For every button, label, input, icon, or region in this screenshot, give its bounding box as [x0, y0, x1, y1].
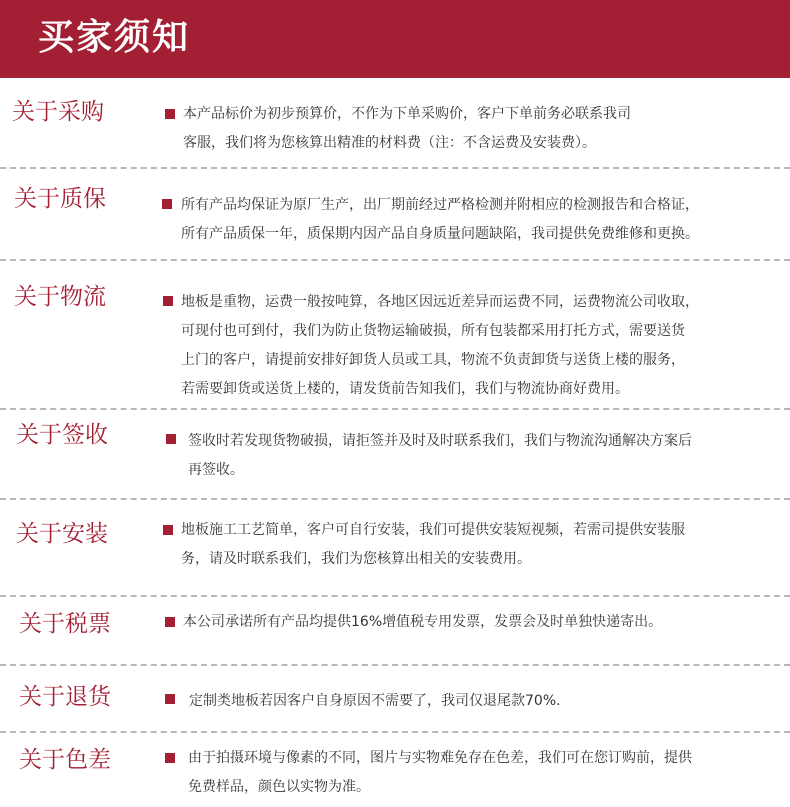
bullet-icon	[165, 694, 175, 704]
section-title: 关于质保	[14, 186, 106, 212]
header-banner	[0, 0, 790, 78]
body-line: 可现付也可到付，我们为防止货物运输破损，所有包装都采用打托方式，需要送货	[181, 323, 685, 339]
body-line: 地板施工工艺简单，客户可自行安装，我们可提供安装短视频，若需司提供安装服	[181, 522, 685, 538]
body-line: 定制类地板若因客户自身原因不需要了，我司仅退尾款70%.	[189, 693, 561, 709]
bullet-icon	[165, 753, 175, 763]
section-title: 关于税票	[19, 611, 111, 637]
body-line: 所有产品均保证为原厂生产，出厂期前经过严格检测并附相应的检测报告和合格证，	[181, 197, 699, 213]
section-title: 关于安装	[16, 521, 108, 547]
divider	[0, 595, 790, 597]
bullet-icon	[166, 434, 176, 444]
body-line: 所有产品质保一年，质保期内因产品自身质量问题缺陷，我司提供免费维修和更换。	[181, 226, 699, 242]
divider	[0, 408, 790, 410]
body-line: 务，请及时联系我们，我们为您核算出相关的安装费用。	[181, 551, 531, 567]
bullet-icon	[165, 109, 175, 119]
body-line: 由于拍摄环境与像素的不同，图片与实物难免存在色差，我们可在您订购前，提供	[188, 750, 692, 766]
divider	[0, 259, 790, 261]
section-body	[188, 427, 692, 485]
section-title: 关于采购	[12, 99, 104, 125]
bullet-icon	[163, 525, 173, 535]
divider	[0, 167, 790, 169]
divider	[0, 664, 790, 666]
bullet-icon	[162, 199, 172, 209]
bullet-icon	[163, 296, 173, 306]
section-body	[189, 687, 561, 716]
body-line: 客服，我们将为您核算出精准的材料费（注：不含运费及安装费）。	[183, 135, 596, 151]
body-line: 地板是重物，运费一般按吨算，各地区因远近差异而运费不同，运费物流公司收取，	[181, 294, 699, 310]
body-line: 再签收。	[188, 462, 244, 478]
section-body	[181, 516, 685, 574]
section-body	[183, 608, 662, 637]
section-title: 关于退货	[19, 684, 111, 710]
section-body	[188, 744, 692, 802]
section-title: 关于色差	[19, 747, 111, 773]
section-body	[183, 100, 631, 158]
bullet-icon	[165, 617, 175, 627]
body-line: 本公司承诺所有产品均提供16%增值税专用发票，发票会及时单独快递寄出。	[183, 614, 663, 630]
body-line: 签收时若发现货物破损，请拒签并及时及时联系我们，我们与物流沟通解决方案后	[188, 433, 692, 449]
divider	[0, 498, 790, 500]
body-line: 免费样品，颜色以实物为准。	[188, 779, 370, 795]
section-body	[181, 191, 699, 249]
divider	[0, 731, 790, 733]
page-title: 买家须知	[38, 17, 191, 58]
body-line: 若需要卸货或送货上楼的，请发货前告知我们，我们与物流协商好费用。	[181, 381, 629, 397]
section-title: 关于物流	[14, 284, 106, 310]
section-title: 关于签收	[16, 422, 108, 448]
section-body	[181, 288, 699, 404]
body-line: 本产品标价为初步预算价，不作为下单采购价，客户下单前务必联系我司	[183, 106, 631, 122]
body-line: 上门的客户，请提前安排好卸货人员或工具，物流不负责卸货与送货上楼的服务，	[181, 352, 685, 368]
